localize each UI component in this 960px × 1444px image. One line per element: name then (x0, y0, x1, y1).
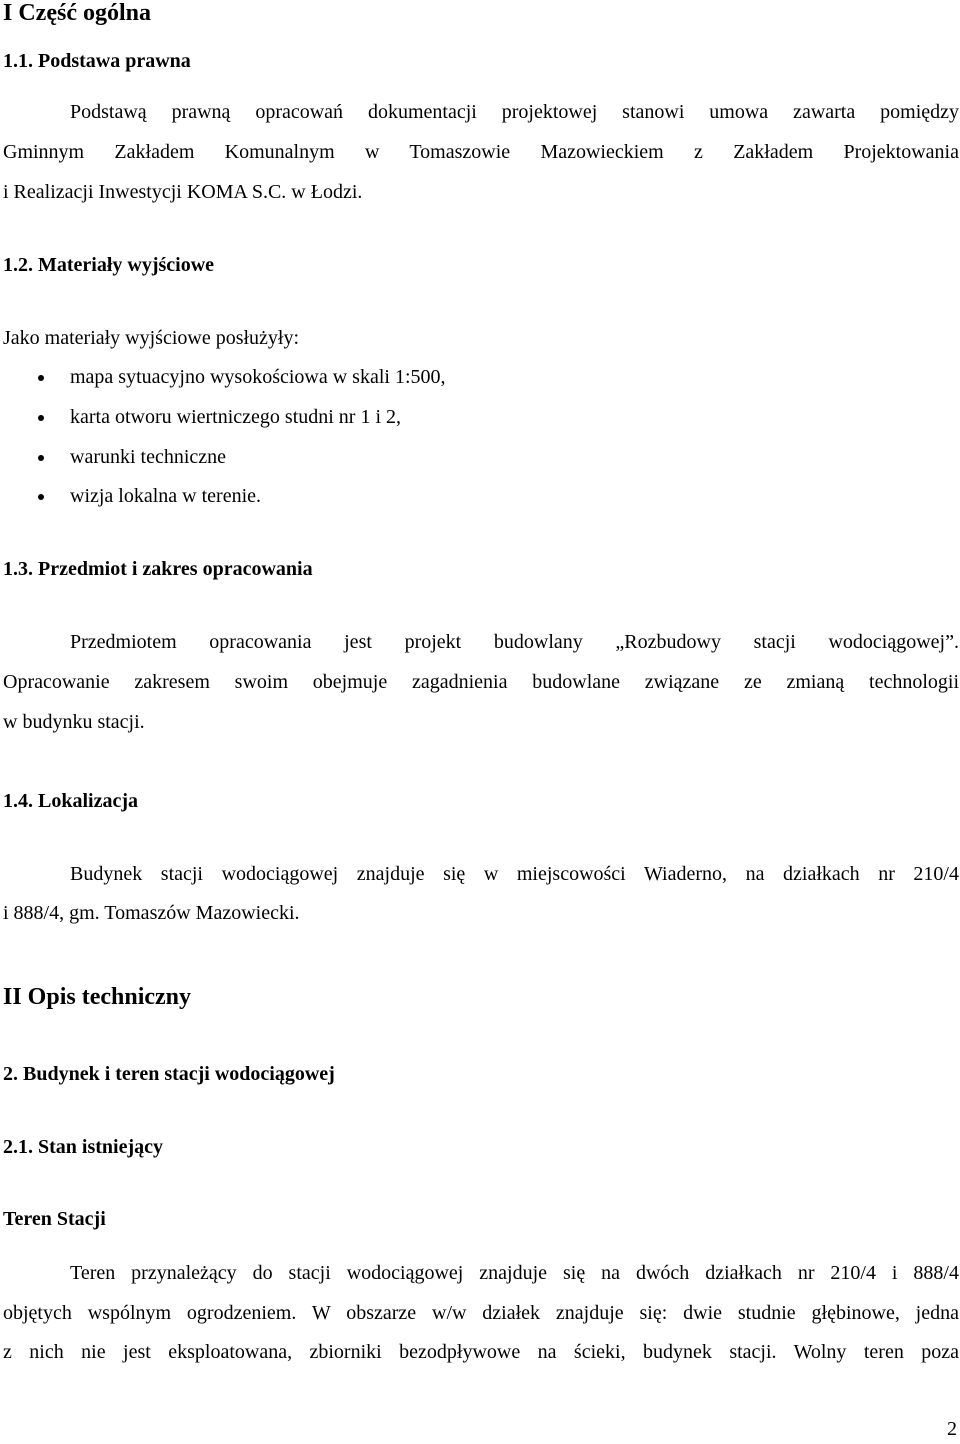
section-heading-1-2: 1.2. Materiały wyjściowe (3, 254, 215, 276)
subsection-heading-teren: Teren Stacji (3, 1208, 106, 1230)
paragraph-line: Teren przynależący do stacji wodociągowej znajduje się na dwóch działkach nr 210/4 i 888/4 (70, 1262, 959, 1284)
paragraph-line: w budynku stacji. (3, 711, 145, 733)
list-item: karta otworu wiertniczego studni nr 1 i 2, (70, 406, 402, 428)
paragraph-line: Gminnym Zakładem Komunalnym w Tomaszowie Mazowieckiem z Zakładem Projektowania (3, 141, 959, 163)
bullet-icon (38, 415, 44, 421)
part-title-general: I Część ogólna (3, 0, 151, 26)
paragraph-line: z nich nie jest eksploatowana, zbiorniki bezodpływowe na ścieki, budynek stacji. Wolny teren poza (3, 1341, 959, 1363)
section-heading-2: 2. Budynek i teren stacji wodociągowej (3, 1063, 335, 1085)
list-item: wizja lokalna w terenie. (70, 485, 262, 507)
list-intro: Jako materiały wyjściowe posłużyły: (3, 327, 300, 349)
bullet-icon (38, 455, 44, 461)
paragraph-line: Podstawą prawną opracowań dokumentacji projektowej stanowi umowa zawarta pomiędzy (70, 101, 959, 123)
paragraph-line: i 888/4, gm. Tomaszów Mazowiecki. (3, 902, 300, 924)
section-heading-1-3: 1.3. Przedmiot i zakres opracowania (3, 558, 313, 580)
list-item: mapa sytuacyjno wysokościowa w skali 1:500, (70, 366, 446, 388)
paragraph-line: i Realizacji Inwestycji KOMA S.C. w Łodzi. (3, 181, 363, 203)
page-number: 2 (947, 1418, 957, 1440)
paragraph-line: Opracowanie zakresem swoim obejmuje zagadnienia budowlane związane ze zmianą technologii (3, 671, 959, 693)
section-heading-1-1: 1.1. Podstawa prawna (3, 50, 191, 72)
section-heading-1-4: 1.4. Lokalizacja (3, 790, 138, 812)
paragraph-line: Budynek stacji wodociągowej znajduje się w miejscowości Wiaderno, na działkach nr 210/4 (70, 863, 959, 885)
bullet-icon (38, 375, 44, 381)
bullet-icon (38, 494, 44, 500)
paragraph-line: Przedmiotem opracowania jest projekt budowlany „Rozbudowy stacji wodociągowej”. (70, 631, 959, 653)
list-item: warunki techniczne (70, 446, 227, 468)
section-heading-2-1: 2.1. Stan istniejący (3, 1136, 163, 1158)
paragraph-line: objętych wspólnym ogrodzeniem. W obszarze w/w działek znajduje się: dwie studnie głębinowe, jedna (3, 1302, 959, 1324)
part-title-technical: II Opis techniczny (3, 984, 192, 1010)
